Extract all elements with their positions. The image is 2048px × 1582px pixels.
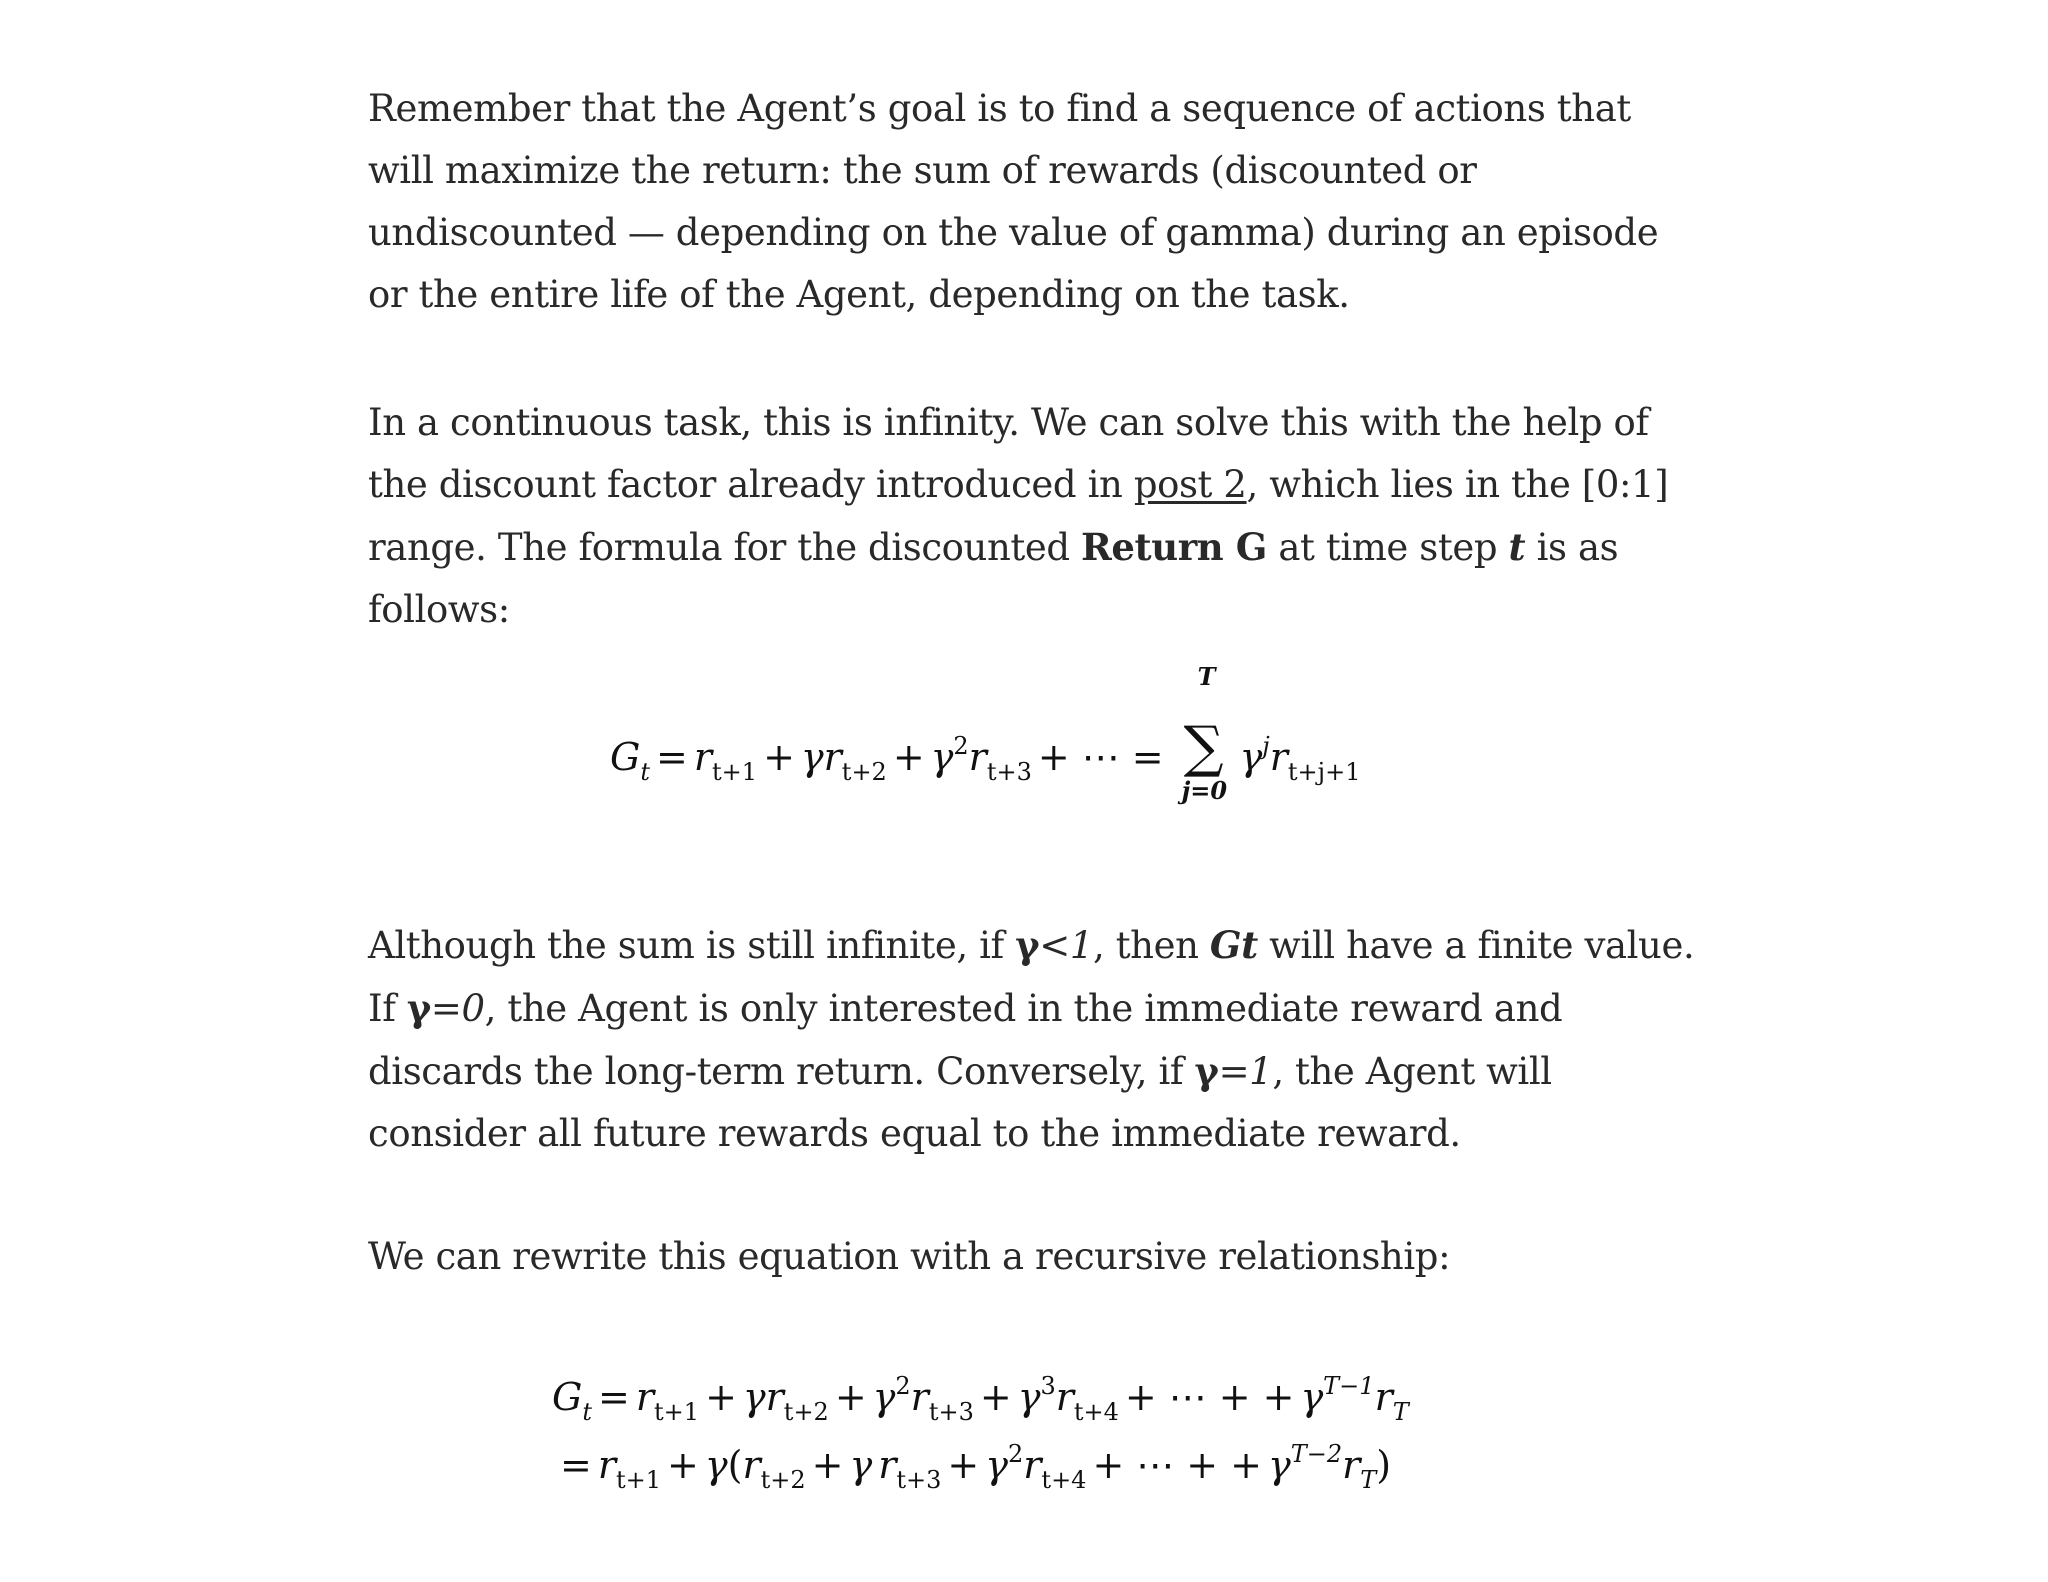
equation-recursive-line-2: = $r_{t+1} + \gamma(r_{t+2} + \gamma$ $r_{t+3} + \gamma^2r_{t+4}$ + ⋯ + + $\gamma^{T-2}r_T$) — [560, 1440, 1392, 1494]
equation-recursive-line-1: $G_t = r_{t+1} + \gamma r_{t+2} + \gamma^2r_{t+3} + \gamma^3r_{t+4}$ + ⋯ + + $\gamma^{T-1}r_T$ — [552, 1372, 1409, 1426]
equation-return-sum — [0, 660, 2048, 830]
article-body — [368, 78, 1698, 326]
article-body-4 — [368, 1226, 1698, 1288]
t-bold-italic: t — [1508, 525, 1526, 569]
article-body-3 — [368, 914, 1698, 1165]
p2-text-c: at time step — [1267, 526, 1509, 569]
return-g-bold: Return G — [1081, 525, 1267, 569]
paragraph-gamma-values: Although the sum is still infinite, if γ<1, then Gt will have a finite value. If γ=0, the Agent is only interested in the immediate reward and discards the long-term return. Conversely, if γ=1, the Agent will consider all future rewards equal to the immediate reward. — [368, 923, 1695, 1155]
equation-return-sum-row: $G_t = r_{t+1} + \gamma r_{t+2} + \gamma^2r_{t+3}$ + ⋯ = T ∑ j=0 $\gamma^jr_{t+j+1}$ — [610, 662, 1361, 805]
article-body-2 — [368, 392, 1698, 641]
equation-recursive — [0, 1372, 2048, 1522]
paragraph-recursive: We can rewrite this equation with a recursive relationship: — [368, 1235, 1451, 1278]
paragraph-continuous-task — [368, 392, 1698, 641]
p2-text-a: In a continuous task, this is infinity. We can solve this with the help of the discount factor already introduced in — [368, 401, 1649, 506]
paragraph-goal: Remember that the Agent’s goal is to find a sequence of actions that will maximize the return: the sum of rewards (discounted or undiscounted — depending on the value of gamma) during an episode or the entire life of the Agent, depending on the task. — [368, 87, 1659, 316]
post-2-link[interactable]: post 2 — [1133, 463, 1247, 506]
gamma-bold-1: γ — [1015, 923, 1040, 967]
p2-text-d: is as follows: — [368, 526, 1619, 631]
summation-symbol: T ∑ j=0 — [1181, 662, 1228, 805]
gamma-bold-2: γ — [406, 986, 431, 1030]
gamma-bold-3: γ — [1194, 1049, 1219, 1093]
gt-bold-italic: Gt — [1209, 923, 1258, 967]
p2-text-b: , which lies in the [0:1] range. The formula for the discounted — [368, 463, 1669, 569]
